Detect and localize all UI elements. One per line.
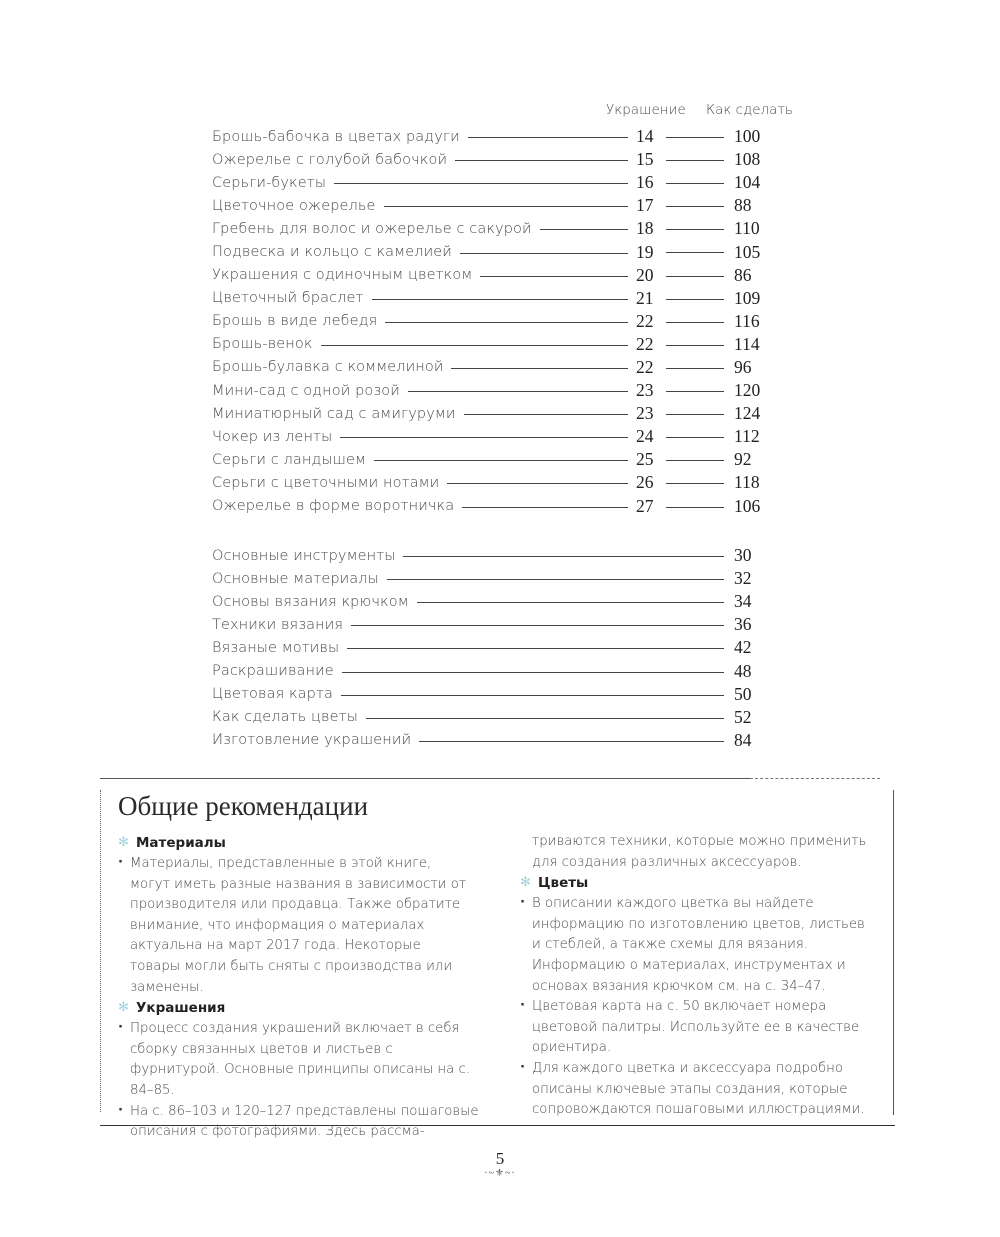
leader-line: [417, 602, 724, 603]
general-recommendations-box: [100, 778, 895, 1140]
leader-line: [447, 483, 628, 484]
jewelry-page-number: 22: [636, 356, 654, 377]
page-number: 84: [734, 729, 752, 750]
left-column: [118, 833, 493, 1143]
right-column: [520, 832, 875, 1121]
leader-line: [666, 391, 724, 392]
leader-line: [666, 183, 724, 184]
leader-line: [480, 276, 628, 277]
leader-line: [666, 483, 724, 484]
toc-entry-title: Ожерелье с голубой бабочкой: [212, 151, 448, 168]
how-to-page-number: 86: [734, 264, 752, 285]
column-header-how-to: Как сделать: [706, 102, 793, 118]
leader-line: [347, 648, 724, 649]
toc-entry: [212, 495, 772, 518]
materials-bullet-1: · Материалы, представленные в этой книге, могут иметь разные названия в зависимости от производителя или продавца. Также обратите внимание, что информация о материалах актуальна на март 2017 года. Некоторые товары могли быть сняты с производства или заменены.: [118, 854, 470, 998]
toc-entry-title: Брошь-венок: [212, 336, 313, 353]
ornament-icon: ·~⚜~·: [484, 1168, 516, 1179]
toc-entry-title: Мини-сад с одной розой: [212, 382, 400, 399]
page-number: 32: [734, 568, 752, 589]
toc-entry-title: Изготовление украшений: [212, 732, 412, 749]
toc-entry: [212, 125, 772, 148]
toc-entry: [212, 333, 772, 356]
leader-line: [340, 437, 628, 438]
leader-line: [408, 391, 628, 392]
page-number: 30: [734, 545, 752, 566]
jewelry-page-number: 23: [636, 403, 654, 424]
toc-entry: [212, 148, 772, 171]
toc-entry-title: Миниатюрный сад с амигуруми: [212, 405, 456, 422]
leader-line: [374, 460, 628, 461]
toc-entry: [212, 171, 772, 194]
how-to-page-number: 112: [734, 426, 760, 447]
leader-line: [366, 718, 724, 719]
toc-entry: [212, 264, 772, 287]
toc-entry-title: Техники вязания: [212, 616, 344, 633]
flowers-heading-label: Цветы: [538, 875, 589, 892]
box-border-top: [100, 778, 750, 779]
toc-entry-title: Раскрашивание: [212, 663, 334, 680]
leader-line: [666, 414, 724, 415]
page-number: 50: [734, 683, 752, 704]
toc-entry: [212, 471, 772, 494]
toc-basics: [212, 544, 772, 752]
jewelry-page-number: 22: [636, 333, 654, 354]
toc-entry: [212, 590, 772, 613]
jewelry-bullet-1: · Процесс создания украшений включает в себя сборку связанных цветов и листьев с фурнитурой. Основные принципы описаны на с. 84–85.: [118, 1019, 470, 1101]
flowers-bullet-2: · Цветовая карта на с. 50 включает номера цветовой палитры. Используйте ее в качестве ориентира.: [520, 997, 875, 1059]
leader-line: [666, 507, 724, 508]
jewelry-page-number: 27: [636, 495, 654, 516]
toc-projects: [212, 125, 772, 518]
leader-line: [666, 206, 724, 207]
leader-line: [387, 579, 724, 580]
toc-entry-title: Серьги с ландышем: [212, 451, 367, 468]
page-number: 5: [495, 1149, 505, 1168]
toc-entry: [212, 544, 772, 567]
jewelry-page-number: 18: [636, 218, 654, 239]
toc-entry: [212, 310, 772, 333]
toc-entry: [212, 567, 772, 590]
leader-line: [403, 556, 724, 557]
toc-entry-title: Основные материалы: [212, 570, 379, 587]
leader-line: [455, 160, 628, 161]
leader-line: [666, 437, 724, 438]
how-to-page-number: 118: [734, 472, 760, 493]
toc-entry-title: Цветочное ожерелье: [212, 197, 376, 214]
toc-entry: [212, 448, 772, 471]
toc-entry-title: Гребень для волос и ожерелье с сакурой: [212, 220, 532, 237]
leader-line: [666, 368, 724, 369]
jewelry-heading: [118, 998, 493, 1019]
page-number: 42: [734, 637, 752, 658]
toc-entry: [212, 379, 772, 402]
jewelry-page-number: 21: [636, 287, 654, 308]
box-border-left: [100, 790, 101, 1112]
leader-line: [384, 206, 628, 207]
page-number: 34: [734, 591, 752, 612]
toc-entry-title: Брошь-бабочка в цветах радуги: [212, 128, 460, 145]
toc-entry-title: Как сделать цветы: [212, 709, 358, 726]
how-to-page-number: 116: [734, 310, 760, 331]
toc-entry-title: Украшения с одиночным цветком: [212, 267, 473, 284]
how-to-page-number: 110: [734, 218, 760, 239]
flowers-heading: [520, 873, 875, 894]
leader-line: [666, 229, 724, 230]
leader-line: [462, 507, 628, 508]
leader-line: [351, 625, 724, 626]
leader-line: [666, 252, 724, 253]
toc-entry: [212, 402, 772, 425]
jewelry-heading-label: Украшения: [136, 1000, 226, 1017]
jewelry-page-number: 17: [636, 195, 654, 216]
leader-line: [385, 322, 628, 323]
toc-entry: [212, 425, 772, 448]
toc-column-headers: [600, 102, 800, 122]
jewelry-bullet-2-continuation: триваются техники, которые можно применить для создания различных аксессуаров.: [532, 834, 867, 870]
toc-entry-title: Брошь в виде лебедя: [212, 313, 378, 330]
jewelry-page-number: 15: [636, 149, 654, 170]
toc-entry: [212, 729, 772, 752]
toc-entry-title: Ожерелье в форме воротничка: [212, 498, 455, 515]
toc-entry-title: Подвеска и кольцо с камелией: [212, 244, 452, 261]
leader-line: [419, 741, 724, 742]
toc-entry: [212, 683, 772, 706]
column-header-jewelry: Украшение: [606, 102, 686, 118]
toc-entry-title: Вязаные мотивы: [212, 639, 340, 656]
snowflake-icon: ✻: [118, 1000, 129, 1016]
toc-entry-title: Серьги-букеты: [212, 174, 327, 191]
jewelry-page-number: 23: [636, 380, 654, 401]
how-to-page-number: 106: [734, 495, 761, 516]
flowers-bullet-1: · В описании каждого цветка вы найдете информацию по изготовлению цветов, листьев и стеблей, а также схемы для вязания. Информацию о материалах, инструментах и основах вязания крючком см. на с. 34–47.: [520, 894, 875, 997]
how-to-page-number: 104: [734, 172, 761, 193]
toc-entry: [212, 636, 772, 659]
jewelry-page-number: 25: [636, 449, 654, 470]
how-to-page-number: 108: [734, 149, 761, 170]
toc-entry-title: Цветовая карта: [212, 686, 334, 703]
how-to-page-number: 114: [734, 333, 760, 354]
leader-line: [666, 299, 724, 300]
toc-entry: [212, 356, 772, 379]
jewelry-page-number: 26: [636, 472, 654, 493]
how-to-page-number: 124: [734, 403, 761, 424]
leader-line: [468, 137, 628, 138]
toc-entry: [212, 613, 772, 636]
leader-line: [334, 183, 628, 184]
toc-entry-title: Брошь-булавка с коммелиной: [212, 359, 444, 376]
leader-line: [666, 160, 724, 161]
page-number: 52: [734, 706, 752, 727]
page-number: 48: [734, 660, 752, 681]
how-to-page-number: 100: [734, 126, 761, 147]
page-number: 36: [734, 614, 752, 635]
how-to-page-number: 105: [734, 241, 761, 262]
jewelry-page-number: 14: [636, 126, 654, 147]
flowers-bullet-3: · Для каждого цветка и аксессуара подробно описаны ключевые этапы создания, которые сопровождаются пошаговыми иллюстрациями.: [520, 1059, 875, 1121]
leader-line: [460, 253, 628, 254]
leader-line: [341, 695, 724, 696]
leader-line: [666, 322, 724, 323]
box-border-top-dashed: [750, 778, 880, 779]
materials-heading-label: Материалы: [136, 835, 226, 852]
toc-entry: [212, 659, 772, 682]
jewelry-page-number: 20: [636, 264, 654, 285]
toc-entry-title: Основные инструменты: [212, 547, 396, 564]
toc-entry: [212, 706, 772, 729]
leader-line: [321, 345, 628, 346]
leader-line: [666, 460, 724, 461]
toc-entry: [212, 217, 772, 240]
snowflake-icon: ✻: [118, 835, 129, 851]
toc-entry: [212, 194, 772, 217]
leader-line: [666, 345, 724, 346]
section-title: Общие рекомендации: [118, 791, 369, 821]
jewelry-page-number: 19: [636, 241, 654, 262]
box-border-right: [893, 790, 894, 1115]
jewelry-bullet-2: · На с. 86–103 и 120–127 представлены пошаговые описания с фотографиями. Здесь рассма-: [118, 1102, 480, 1143]
leader-line: [666, 276, 724, 277]
how-to-page-number: 88: [734, 195, 752, 216]
how-to-page-number: 92: [734, 449, 752, 470]
toc-entry: [212, 240, 772, 263]
snowflake-icon: ✻: [520, 875, 531, 891]
toc-entry-title: Серьги с цветочными нотами: [212, 474, 440, 491]
toc-entry: [212, 287, 772, 310]
how-to-page-number: 96: [734, 356, 752, 377]
leader-line: [540, 229, 628, 230]
how-to-page-number: 109: [734, 287, 761, 308]
leader-line: [342, 672, 724, 673]
leader-line: [372, 299, 628, 300]
leader-line: [464, 414, 628, 415]
leader-line: [666, 137, 724, 138]
toc-entry-title: Цветочный браслет: [212, 290, 364, 307]
materials-heading: [118, 833, 493, 854]
jewelry-page-number: 16: [636, 172, 654, 193]
toc-entry-title: Основы вязания крючком: [212, 593, 409, 610]
leader-line: [451, 368, 628, 369]
toc-entry-title: Чокер из ленты: [212, 428, 333, 445]
jewelry-page-number: 24: [636, 426, 654, 447]
how-to-page-number: 120: [734, 380, 761, 401]
jewelry-page-number: 22: [636, 310, 654, 331]
